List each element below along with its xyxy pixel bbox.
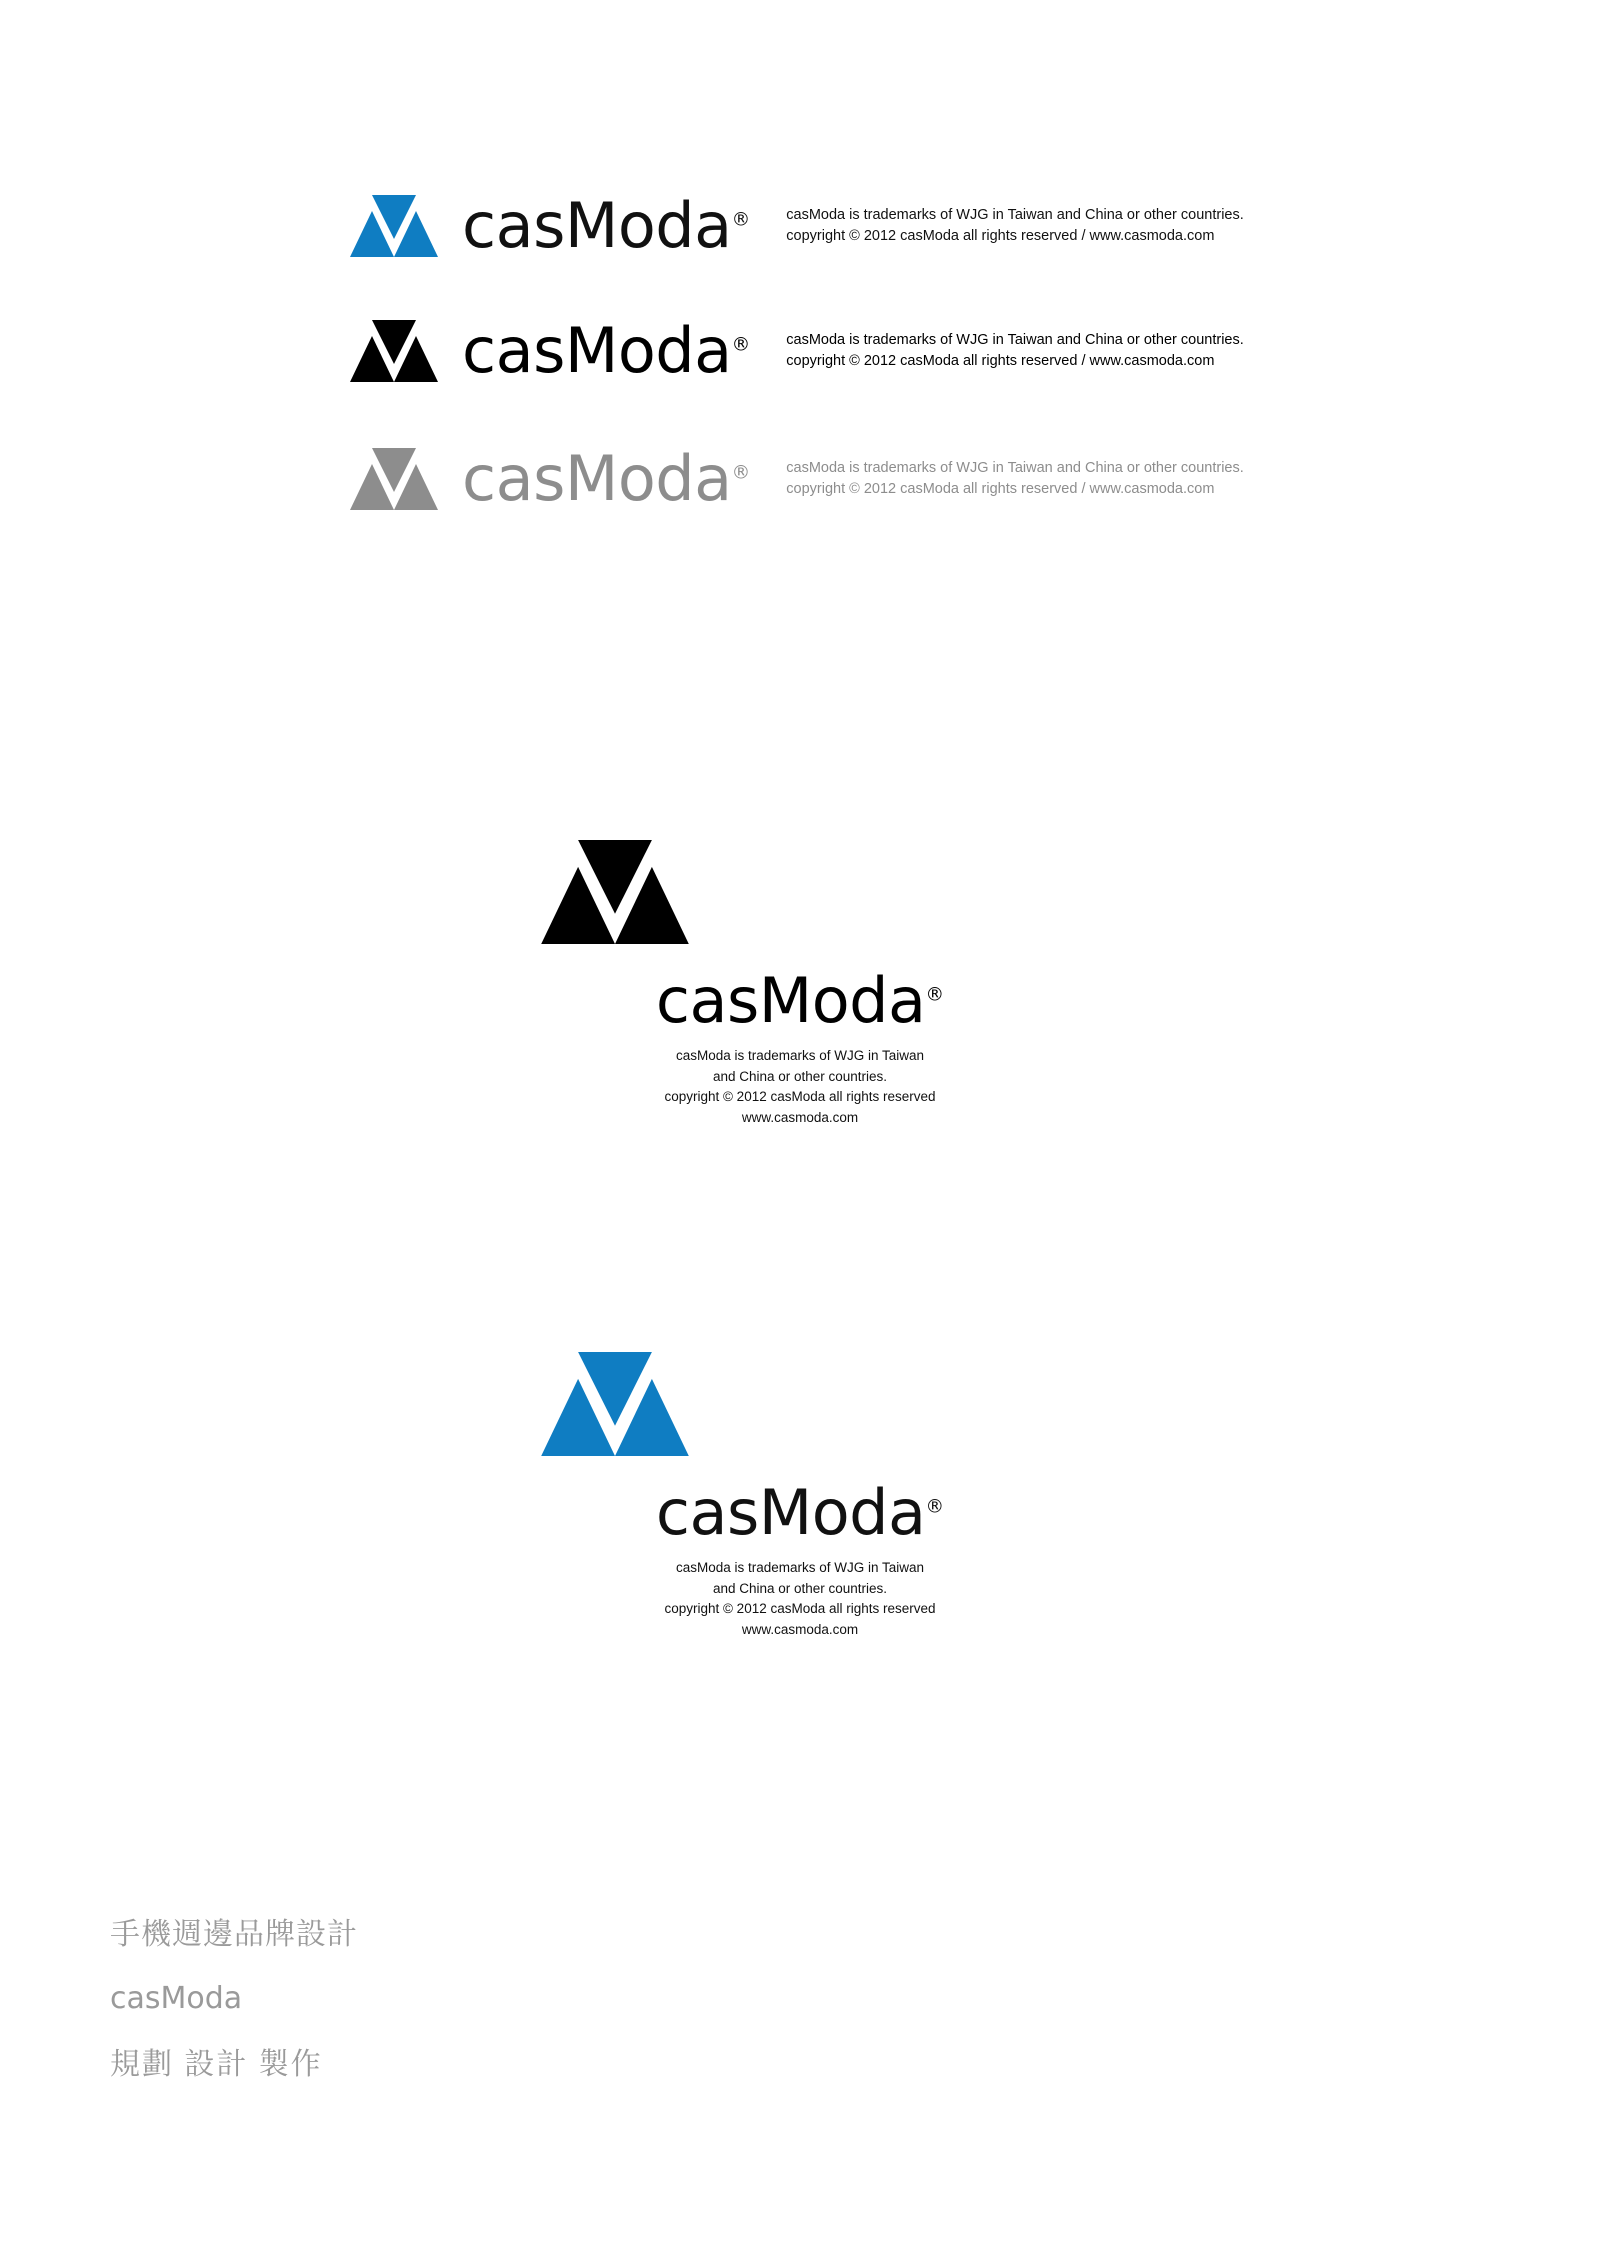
stacked-lockup-blue (540, 1352, 1060, 1640)
stacked-lockup-black (540, 840, 1060, 1128)
wordmark-text: casModa (462, 314, 732, 387)
legal-text-block (786, 330, 1244, 372)
horizontal-lockup-blue (350, 189, 1244, 262)
registered-mark: ® (731, 209, 751, 231)
casmoda-logo-mark-black-large (540, 840, 1060, 944)
wordmark-black (462, 314, 751, 387)
wordmark-text: casModa (462, 442, 732, 515)
legal-line-2: and China or other countries. (712, 1580, 888, 1596)
legal-line-2: copyright © 2012 casModa all rights reserved / www.casmoda.com (786, 481, 1215, 497)
casmoda-logo-mark-black (350, 320, 438, 382)
wordmark-black-large (655, 964, 945, 1037)
casmoda-logo-mark-blue-large (540, 1352, 1060, 1456)
legal-text-block (786, 205, 1244, 247)
wordmark-blue-large (655, 1476, 945, 1549)
wordmark-gray (462, 442, 751, 515)
wordmark-blue (462, 189, 751, 262)
legal-line-1: casModa is trademarks of WJG in Taiwan and China or other countries. (786, 331, 1244, 348)
wordmark-text: casModa (655, 964, 926, 1037)
caption-line-1: 手機週邊品牌設計 (110, 1918, 358, 1951)
registered-mark: ® (731, 462, 751, 484)
legal-line-3: copyright © 2012 casModa all rights reserved (664, 1089, 936, 1105)
legal-line-1: casModa is trademarks of WJG in Taiwan and China or other countries. (786, 459, 1244, 476)
registered-mark: ® (925, 984, 945, 1006)
wordmark-text: casModa (462, 189, 732, 262)
legal-text-block (786, 458, 1244, 500)
legal-line-4: www.casmoda.com (741, 1109, 859, 1125)
horizontal-lockup-gray (350, 442, 1244, 515)
wordmark-text: casModa (655, 1476, 926, 1549)
project-caption (110, 1920, 358, 2080)
casmoda-logo-mark-gray (350, 448, 438, 510)
legal-line-1: casModa is trademarks of WJG in Taiwan and China or other countries. (786, 206, 1244, 223)
registered-mark: ® (925, 1496, 945, 1518)
horizontal-lockup-black (350, 314, 1244, 387)
legal-line-3: copyright © 2012 casModa all rights reserved (664, 1601, 936, 1617)
caption-line-2: casModa (110, 1981, 243, 2016)
caption-line-3: 規劃 設計 製作 (110, 2048, 323, 2081)
casmoda-logo-mark-blue (350, 195, 438, 257)
registered-mark: ® (731, 334, 751, 356)
legal-line-1: casModa is trademarks of WJG in Taiwan (675, 1048, 925, 1063)
legal-line-2: and China or other countries. (712, 1068, 888, 1084)
legal-line-2: copyright © 2012 casModa all rights reserved / www.casmoda.com (786, 353, 1215, 369)
legal-line-4: www.casmoda.com (741, 1621, 859, 1637)
legal-text-block (540, 1558, 1060, 1640)
legal-line-1: casModa is trademarks of WJG in Taiwan (675, 1560, 925, 1575)
legal-text-block (540, 1046, 1060, 1128)
legal-line-2: copyright © 2012 casModa all rights reserved / www.casmoda.com (786, 228, 1215, 244)
